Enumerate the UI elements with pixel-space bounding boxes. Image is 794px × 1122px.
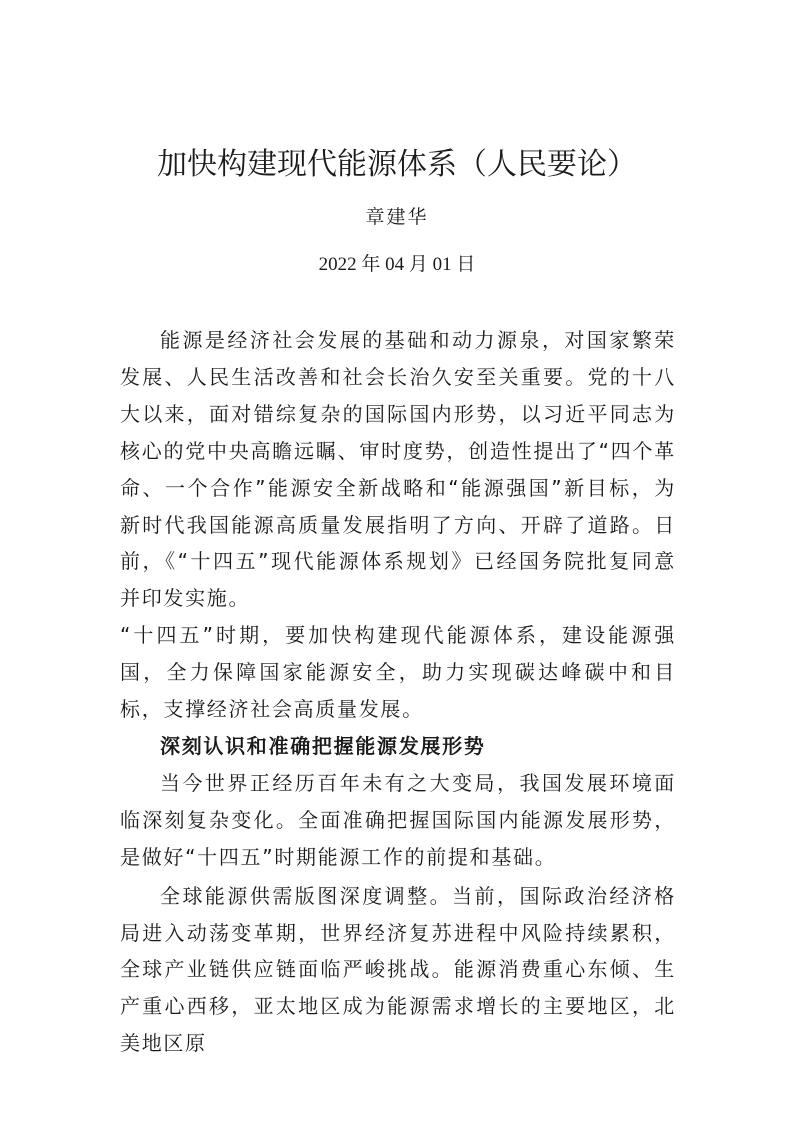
section-paragraph-1: 当今世界正经历百年未有之大变局，我国发展环境面临深刻复杂变化。全面准确把握国际国内能源发展形势，是做好“十四五”时期能源工作的前提和基础。	[120, 770, 676, 869]
section-heading: 深刻认识和准确把握能源发展形势	[160, 733, 486, 758]
article-body	[120, 322, 676, 1062]
article-title: 加快构建现代能源体系（人民要论）	[157, 147, 637, 182]
body-paragraph-2: “十四五”时期，要加快构建现代能源体系，建设能源强国，全力保障国家能源安全，助力实现碳达峰碳中和目标，支撑经济社会高质量发展。	[120, 623, 676, 722]
author-name: 章建华	[365, 206, 429, 228]
section-paragraph-2: 全球能源供需版图深度调整。当前，国际政治经济格局进入动荡变革期，世界经济复苏进程中风险持续累积，全球产业链供应链面临严峻挑战。能源消费重心东倾、生产重心西移，亚太地区成为能源需求增长的主要地区，北美地区原	[120, 883, 676, 1056]
publish-date: 2022 年 04 月 01 日	[318, 254, 476, 275]
body-paragraph-1: 能源是经济社会发展的基础和动力源泉，对国家繁荣发展、人民生活改善和社会长治久安至关重要。党的十八大以来，面对错综复杂的国际国内形势，以习近平同志为核心的党中央高瞻远瞩、审时度势，创造性提出了“四个革命、一个合作”能源安全新战略和“能源强国”新目标，为新时代我国能源高质量发展指明了方向、开辟了道路。日前，《“十四五”现代能源体系规划》已经国务院批复同意并印发实施。	[120, 328, 676, 611]
